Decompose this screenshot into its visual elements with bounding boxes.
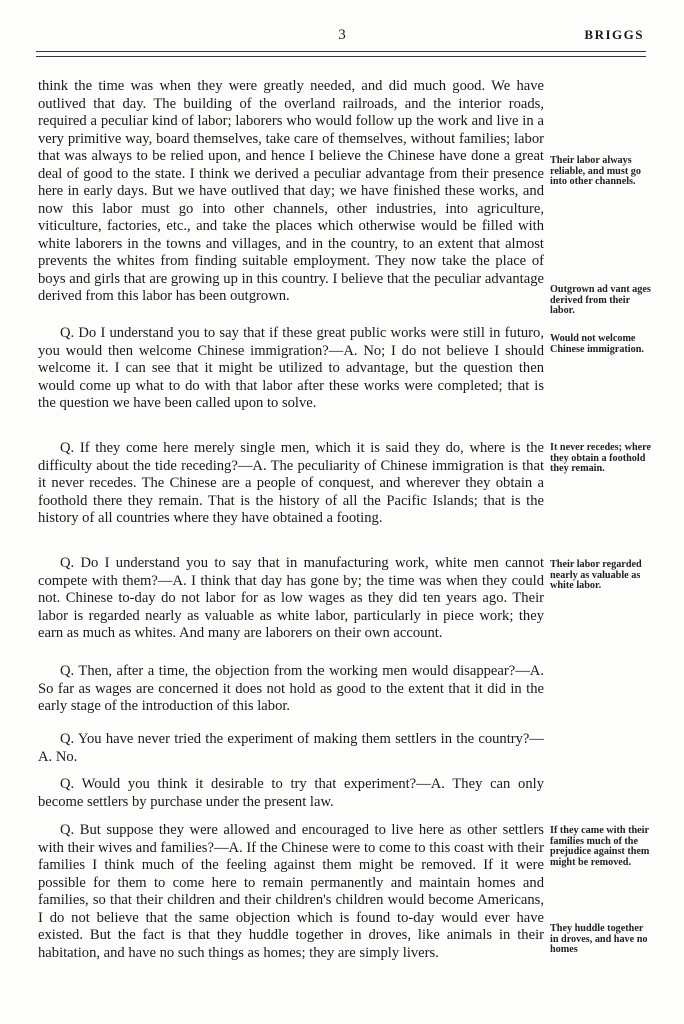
- margin-note-not-welcome: Would not welcome Chinese immigration.: [550, 333, 644, 355]
- margin-note-never-recedes: It never recedes; where they obtain a foothold they remain.: [550, 442, 651, 475]
- paragraph-1: think the time was when they were greatly needed, and did much good. We have outlived that day. The building of the overland railroads, and the interior roads, required a peculiar kind of labor; laborers who would follow up the work and live in a very primitive way, board themselves, take care of themselves, without families; labor that was always to be relied upon, and hence I believe the Chinese have done a great deal of good to the state. I think we derived a peculiar advantage from their presence here in early days. But we have outlived that day; we have finished these works, and now this labor must go into other channels, other industries, into agriculture, viticulture, factories, etc., and take the places which otherwise would be filled with white laborers in the towns and villages, and in the country, to an extent that almost prevents the whites from finding suitable employment. They now take the place of boys and girls that are growing up in this country. I believe that the peculiar advantage derived from this labor has been outgrown.: [38, 78, 544, 304]
- margin-note-families: If they came with their families much of the prejudice against them might be removed.: [550, 825, 650, 868]
- header-rule-top: [36, 51, 646, 52]
- running-head: BRIGGS: [584, 27, 644, 42]
- page-number: 3: [338, 27, 346, 43]
- paragraph-3: Q. If they come here merely single men, which it is said they do, where is the difficulty about the tide receding?—A. The peculiarity of Chinese immigration is that it never recedes. The Chinese are a people of conquest, and wherever they obtain a foothold there they remain. That is the history of all the Pacific Islands; that is the history of all countries where they have obtained a footing.: [38, 440, 544, 526]
- paragraph-4: Q. Do I understand you to say that in manufacturing work, white men cannot compete with them?—A. I think that day has gone by; the time was when they could not. Chinese to-day do not labor for as low wages as they did ten years ago. Their labor is regarded nearly as valuable as white labor, particularly in piece work; they earn as much as whites. And many are laborers on their own account.: [38, 555, 544, 641]
- paragraph-2: Q. Do I understand you to say that if these great public works were still in futuro, you would then welcome Chinese immigration?—A. No; I do not believe I should welcome it. I can see that it might be utilized to advantage, but the question then would come up what to do with that labor after these works were completed; that is the question we have been called upon to solve.: [38, 325, 544, 411]
- margin-note-reliable-labor: Their labor always reliable, and must go into other channels.: [550, 155, 641, 188]
- paragraph-7: Q. Would you think it desirable to try that experiment?—A. They can only become settlers by purchase under the present law.: [38, 776, 544, 810]
- margin-note-huddle: They huddle together in droves, and have no homes: [550, 923, 648, 956]
- header-rule-bottom: [36, 56, 646, 57]
- paragraph-5: Q. Then, after a time, the objection from the working men would disappear?—A. So far as wages are concerned it does not hold as good to the extent that it did in the early stage of the introduction of this labor.: [38, 663, 544, 714]
- paragraph-6: Q. You have never tried the experiment of making them settlers in the country?—A. No.: [38, 731, 544, 765]
- margin-note-labor-value: Their labor regarded nearly as valuable as white labor.: [550, 559, 642, 592]
- paragraph-8: Q. But suppose they were allowed and encouraged to live here as other settlers with their wives and families?—A. If the Chinese were to come to this coast with their families I think much of the feeling against them might be removed. If it were possible for them to come here to remain permanently and maintain homes and families, so that their children and their children's children would become Americans, I do not believe that the same objection which is found to-day would ever have existed. But the fact is that they huddle together in droves, like animals in their habitation, and have no such things as homes; they are simply livers.: [38, 822, 544, 961]
- margin-note-outgrown-advantages: Outgrown ad vant ages derived from their labor.: [550, 284, 651, 317]
